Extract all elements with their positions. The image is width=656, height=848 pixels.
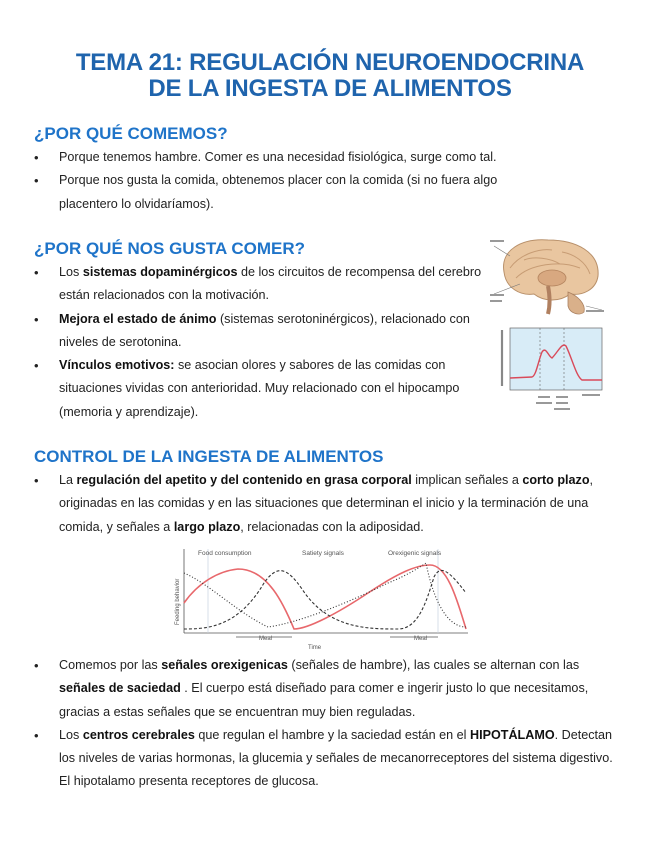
list-item <box>34 146 554 169</box>
bold-term: largo plazo <box>173 519 241 534</box>
text-run: Comemos por las <box>59 658 162 672</box>
bold-term: regulación del apetito y del contenido en grasa corporal <box>76 473 412 487</box>
bold-term: sistemas dopaminérgicos <box>82 265 238 279</box>
meal-label-1: Meal <box>259 636 273 642</box>
text-run: , originadas en las comidas y en las situaciones que determinan el inicio y la terminación de una comida, y señales a <box>59 473 594 534</box>
bold-term: HIPOTÁLAMO <box>469 727 555 742</box>
text-run: . Detectan los niveles de varias hormonas, la glucemia y señales de mecanorreceptores del sistema digestivo. El hipotalamo presenta receptores de glucosa. <box>59 727 613 789</box>
axis-label-time: Time <box>308 645 322 651</box>
legend-food-consumption: Food consumption <box>198 550 252 557</box>
text-run: (sistemas serotoninérgicos), relacionado con niveles de serotonina. <box>59 311 470 349</box>
bold-term: señales de saciedad <box>59 681 181 696</box>
bold-term: centros cerebrales <box>82 727 195 742</box>
list-item <box>34 469 624 539</box>
page-title-line-1: TEMA 21: REGULACIÓN NEUROENDOCRINA <box>75 49 585 76</box>
list-item <box>34 724 624 794</box>
list-item <box>34 261 484 308</box>
bold-term: Mejora el estado de ánimo <box>59 311 217 326</box>
feeding-behavior-figure <box>168 543 473 658</box>
bold-term: Vínculos emotivos: <box>59 358 175 373</box>
text-run: se asocian olores y sabores de las comidas con situaciones vividas con anterioridad. Muy relacionado con el hipocampo (memoria y aprendizaje). <box>59 358 460 419</box>
page-title <box>30 50 630 102</box>
axis-label-feeding-behavior: Feeding behavior <box>175 578 181 625</box>
text-run: Los <box>59 727 83 742</box>
bullet-text: Porque nos gusta la comida, obtenemos placer con la comida (si no fuera algo placentero lo olvidaríamos). <box>59 173 498 211</box>
bullet-list-why-we-eat <box>34 146 554 216</box>
brain-illustration <box>490 232 608 323</box>
text-run: implican señales a <box>411 473 523 487</box>
section-heading-why-we-eat: ¿POR QUÉ COMEMOS? <box>34 124 228 143</box>
bold-term: señales orexigenicas <box>161 658 288 672</box>
legend-satiety-signals: Satiety signals <box>302 550 344 557</box>
text-run: (señales de hambre), las cuales se alternan con las <box>287 658 580 672</box>
text-run: que regulan el hambre y la saciedad están en el <box>194 727 470 742</box>
bullet-text: Porque tenemos hambre. Comer es una necesidad fisiológica, surge como tal. <box>59 150 497 164</box>
list-item <box>34 654 624 724</box>
section-heading-food-intake-control: CONTROL DE LA INGESTA DE ALIMENTOS <box>34 447 384 466</box>
bullet-list-food-intake-2 <box>34 654 624 794</box>
section-heading-why-we-like-eating: ¿POR QUÉ NOS GUSTA COMER? <box>34 239 306 258</box>
text-run: Los <box>59 265 83 279</box>
list-item <box>34 354 484 424</box>
page-title-line-2: DE LA INGESTA DE ALIMENTOS <box>148 75 512 102</box>
dopamine-response-plot <box>492 322 606 431</box>
text-run: La <box>59 473 77 487</box>
text-run: . El cuerpo está diseñado para comer e ingerir justo lo que necesitamos, gracias a estas señales que se encuentran muy bien reguladas. <box>59 681 589 719</box>
list-item <box>34 169 554 216</box>
list-item <box>34 308 484 355</box>
text-run: de los circuitos de recompensa del cerebro están relacionados con la motivación. <box>59 265 482 303</box>
meal-label-2: Meal <box>414 636 428 642</box>
bullet-list-food-intake-1 <box>34 469 624 539</box>
bullet-list-why-we-like-eating <box>34 261 484 424</box>
text-run: , relacionadas con la adiposidad. <box>240 519 424 534</box>
bold-term: corto plazo <box>522 473 590 487</box>
legend-orexigenic-signals: Orexigenic signals <box>388 550 442 557</box>
